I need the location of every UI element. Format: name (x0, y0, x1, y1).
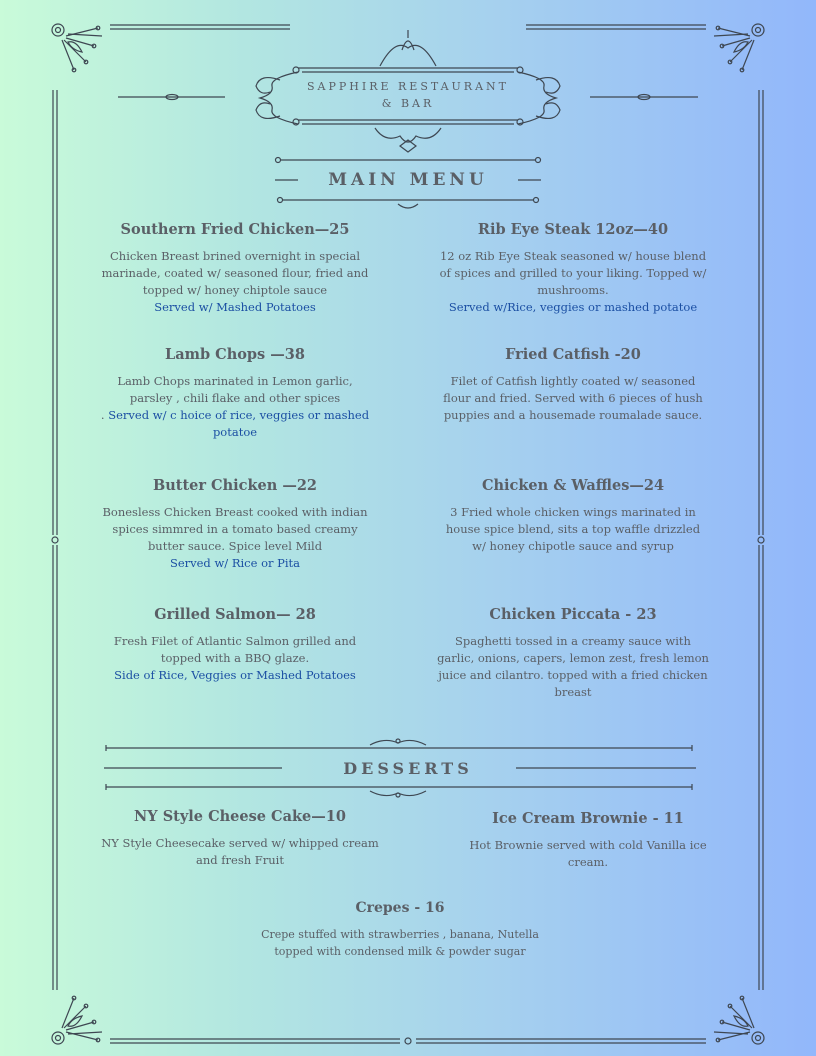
menu-item (100, 477, 370, 572)
restaurant-name-line1: SAPPHIRE RESTAURANT (306, 80, 509, 93)
menu-item-desc: Filet of Catfish lightly coated w/ seasoned flour and fried. Served with 6 pieces of hush puppies and a housemade roumalade sauce. (443, 374, 703, 422)
dessert-item-desc: Hot Brownie served with cold Vanilla ice cream. (469, 838, 707, 869)
menu-item-served: Side of Rice, Veggies or Mashed Potatoes (114, 668, 356, 682)
menu-item-name: Fried Catfish -20 (505, 346, 641, 363)
menu-item-name: Lamb Chops —38 (165, 346, 305, 363)
menu-item (438, 477, 708, 555)
menu-item-desc: 12 oz Rib Eye Steak seasoned w/ house blend of spices and grilled to your liking. Topped w/ mushrooms. Served w/Rice, veggies or mashed potatoe (439, 249, 707, 314)
dessert-item (98, 808, 382, 869)
menu-item (100, 221, 370, 316)
menu-item-name: Chicken & Waffles—24 (481, 477, 665, 494)
menu-item-desc: Chicken Breast brined overnight in special marinade, coated w/ seasoned flour, fried and topped w/ honey chiptole sauce Served w/ Mashed Potatoes (101, 249, 369, 314)
desserts-title: DESSERTS (343, 759, 473, 778)
menu-item-served: Served w/ Rice or Pita (169, 556, 301, 570)
menu-item-desc: Fresh Filet of Atlantic Salmon grilled and topped with a BBQ glaze. Side of Rice, Veggies or Mashed Potatoes (100, 633, 370, 684)
main-menu-title: MAIN MENU (328, 170, 488, 190)
restaurant-name-line2: & BAR (381, 97, 435, 110)
corner-ornament-bottom-right-icon (710, 990, 770, 1050)
dessert-item-name: NY Style Cheese Cake—10 (134, 808, 346, 825)
menu-item (100, 346, 370, 441)
menu-item-served: Served w/ Mashed Potatoes (154, 300, 316, 314)
menu-item-desc: Lamb Chops marinated in Lemon garlic, parsley , chili flake and other spices . Served w/ c hoice of rice, veggies or mashed potatoe (100, 374, 370, 439)
menu-item-name: Southern Fried Chicken—25 (120, 221, 350, 238)
dessert-item (260, 899, 540, 960)
dessert-item-desc: Crepe stuffed with strawberries , banana, Nutella topped with condensed milk & powder sugar (261, 928, 539, 958)
menu-item-desc: 3 Fried whole chicken wings marinated in house spice blend, sits a top waffle drizzled w/ honey chipotle sauce and syrup (445, 505, 701, 553)
menu-item (438, 346, 708, 424)
menu-item (438, 221, 708, 316)
dessert-item (452, 810, 724, 871)
menu-item-name: Chicken Piccata - 23 (489, 606, 657, 623)
menu-item-served: Served w/Rice, veggies or mashed potatoe (448, 300, 698, 314)
dessert-item-name: Ice Cream Brownie - 11 (492, 810, 684, 827)
menu-item (436, 606, 710, 701)
menu-item-name: Rib Eye Steak 12oz—40 (477, 221, 669, 238)
menu-item-name: Butter Chicken —22 (152, 477, 318, 494)
corner-ornament-bottom-left-icon (46, 990, 106, 1050)
menu-item-desc: Bonesless Chicken Breast cooked with indian spices simmred in a tomato based creamy butter sauce. Spice level Mild Served w/ Rice or Pita (100, 504, 370, 572)
corner-ornament-top-left-icon (46, 18, 106, 78)
menu-item-desc: Spaghetti tossed in a creamy sauce with garlic, onions, capers, lemon zest, fresh lemon juice and cilantro. topped with a fried chicken breast (437, 634, 709, 699)
dessert-item-name: Crepes - 16 (355, 900, 445, 916)
menu-item (100, 606, 370, 684)
restaurant-name (300, 78, 516, 112)
menu-item-served: . Served w/ c hoice of rice, veggies or mashed potatoe (100, 408, 370, 439)
dessert-item-desc: NY Style Cheesecake served w/ whipped cream and fresh Fruit (101, 836, 379, 867)
menu-item-name: Grilled Salmon— 28 (154, 606, 316, 623)
corner-ornament-top-right-icon (710, 18, 770, 78)
